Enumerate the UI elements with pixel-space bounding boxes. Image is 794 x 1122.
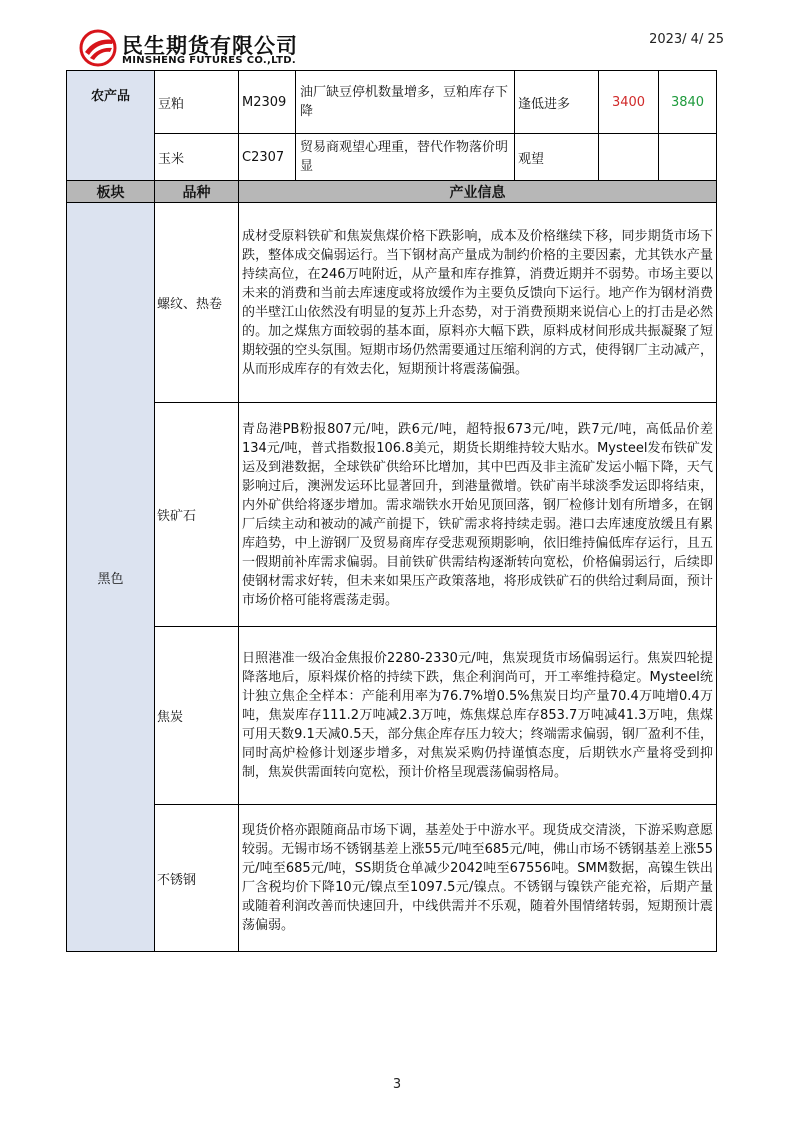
variety-cell: 豆粕 [155,71,239,134]
category-agri: 农产品 [67,71,155,181]
variety-cell: 螺纹、热卷 [155,203,239,403]
industry-info-table [66,70,717,952]
price-cell-red [599,134,659,181]
variety-cell: 玉米 [155,134,239,181]
table-row [67,627,717,805]
page-header [78,22,728,72]
info-cell: 贸易商观望心理重，替代作物落价明显 [296,134,515,181]
price-cell-red: 3400 [599,71,659,134]
page-number: 3 [392,1077,402,1092]
strategy-cell: 逢低进多 [515,71,599,134]
header-variety: 品种 [155,181,239,203]
info-cell: 青岛港PB粉报807元/吨，跌6元/吨，超特报673元/吨，跌7元/吨，高低品价差134元/吨，普式指数报106.8美元，期货长期维持较大贴水。Mysteel发布铁矿发运及到港数据，全球铁矿供给环比增加，其中巴西及非主流矿发运小幅下降，天气影响过后，澳洲发运环比显著回升，到港量微增。铁矿南半球淡季发运即将结束，内外矿供给将逐步增加。需求端铁水开始见顶回落，钢厂检修计划有所增多，在钢厂后续主动和被动的减产前提下，铁矿需求将持续走弱。港口去库速度放缓且有累库趋势，中上游钢厂及贸易商库存受悲观预期影响，依旧维持偏低库存运行，且五一假期前补库需求偏弱。目前铁矿供需结构逐渐转向宽松，价格偏弱运行，后续即使钢材需求好转，但未来如果压产政策落地，将形成铁矿石的供给过剩局面，预计市场价格可能将震荡走弱。 [239,403,717,627]
contract-cell: C2307 [239,134,296,181]
variety-cell: 焦炭 [155,627,239,805]
header-industry-info: 产业信息 [239,181,717,203]
report-date: 2023/ 4/ 25 [649,32,724,47]
table-row [67,71,717,134]
variety-cell: 不锈钢 [155,805,239,952]
brand-name-cn: 民生期货有限公司 [122,34,298,58]
table-row [67,134,717,181]
table-row [67,805,717,952]
contract-cell: M2309 [239,71,296,134]
category-black: 黑色 [67,203,155,952]
info-cell: 日照港准一级冶金焦报价2280-2330元/吨，焦炭现货市场偏弱运行。焦炭四轮提降落地后，原料煤价格的持续下跌，焦企利润尚可，开工率维持稳定。Mysteel统计独立焦企全样本：产能利用率为76.7%增0.5%焦炭日均产量70.4万吨增0.4万吨，焦炭库存111.2万吨减2.3万吨，炼焦煤总库存853.7万吨减41.3万吨，焦煤可用天数9.1天减0.5天，部分焦企库存压力较大；终端需求偏弱，钢厂盈利不佳，同时高炉检修计划逐步增多，对焦炭采购仍持谨慎态度，后期铁水产量将受到抑制，焦炭供需面转向宽松，预计价格呈现震荡偏弱格局。 [239,627,717,805]
minsheng-logo-icon [78,28,118,68]
brand-name-en: MINSHENG FUTURES CO.,LTD. [122,55,296,66]
table-row [67,403,717,627]
price-cell-green: 3840 [659,71,717,134]
info-cell: 成材受原料铁矿和焦炭焦煤价格下跌影响，成本及价格继续下移，同步期货市场下跌，整体成交偏弱运行。当下钢材高产量成为制约价格的主要因素，尤其铁水产量持续高位，在246万吨附近，从产量和库存推算，消费近期并不弱势。市场主要以未来的消费和当前去库速度或将放缓作为主要负反馈向下运行。地产作为钢材消费的半壁江山依然没有明显的复苏上升态势，对于消费预期来说信心上的打击是必然的。加之煤焦方面较弱的基本面，原料亦大幅下跌，原料成材间形成共振凝聚了短期较强的空头氛围。短期市场仍然需要通过压缩利润的方式，使得钢厂主动减产，从而形成库存的有效去化，短期预计将震荡偏强。 [239,203,717,403]
table-row [67,203,717,403]
table-header-row [67,181,717,203]
header-sector: 板块 [67,181,155,203]
price-cell-green [659,134,717,181]
info-cell: 现货价格亦跟随商品市场下调，基差处于中游水平。现货成交清淡，下游采购意愿较弱。无锡市场不锈钢基差上涨55元/吨至685元/吨，佛山市场不锈钢基差上涨55元/吨至685元/吨，SS期货仓单减少2042吨至67556吨。SMM数据，高镍生铁出厂含税均价下降10元/镍点至1097.5元/镍点。不锈钢与镍铁产能充裕，后期产量或随着利润改善而快速回升，中线供需并不乐观，随着外围情绪转弱，短期预计震荡偏弱。 [239,805,717,952]
strategy-cell: 观望 [515,134,599,181]
variety-cell: 铁矿石 [155,403,239,627]
info-cell: 油厂缺豆停机数量增多，豆粕库存下降 [296,71,515,134]
